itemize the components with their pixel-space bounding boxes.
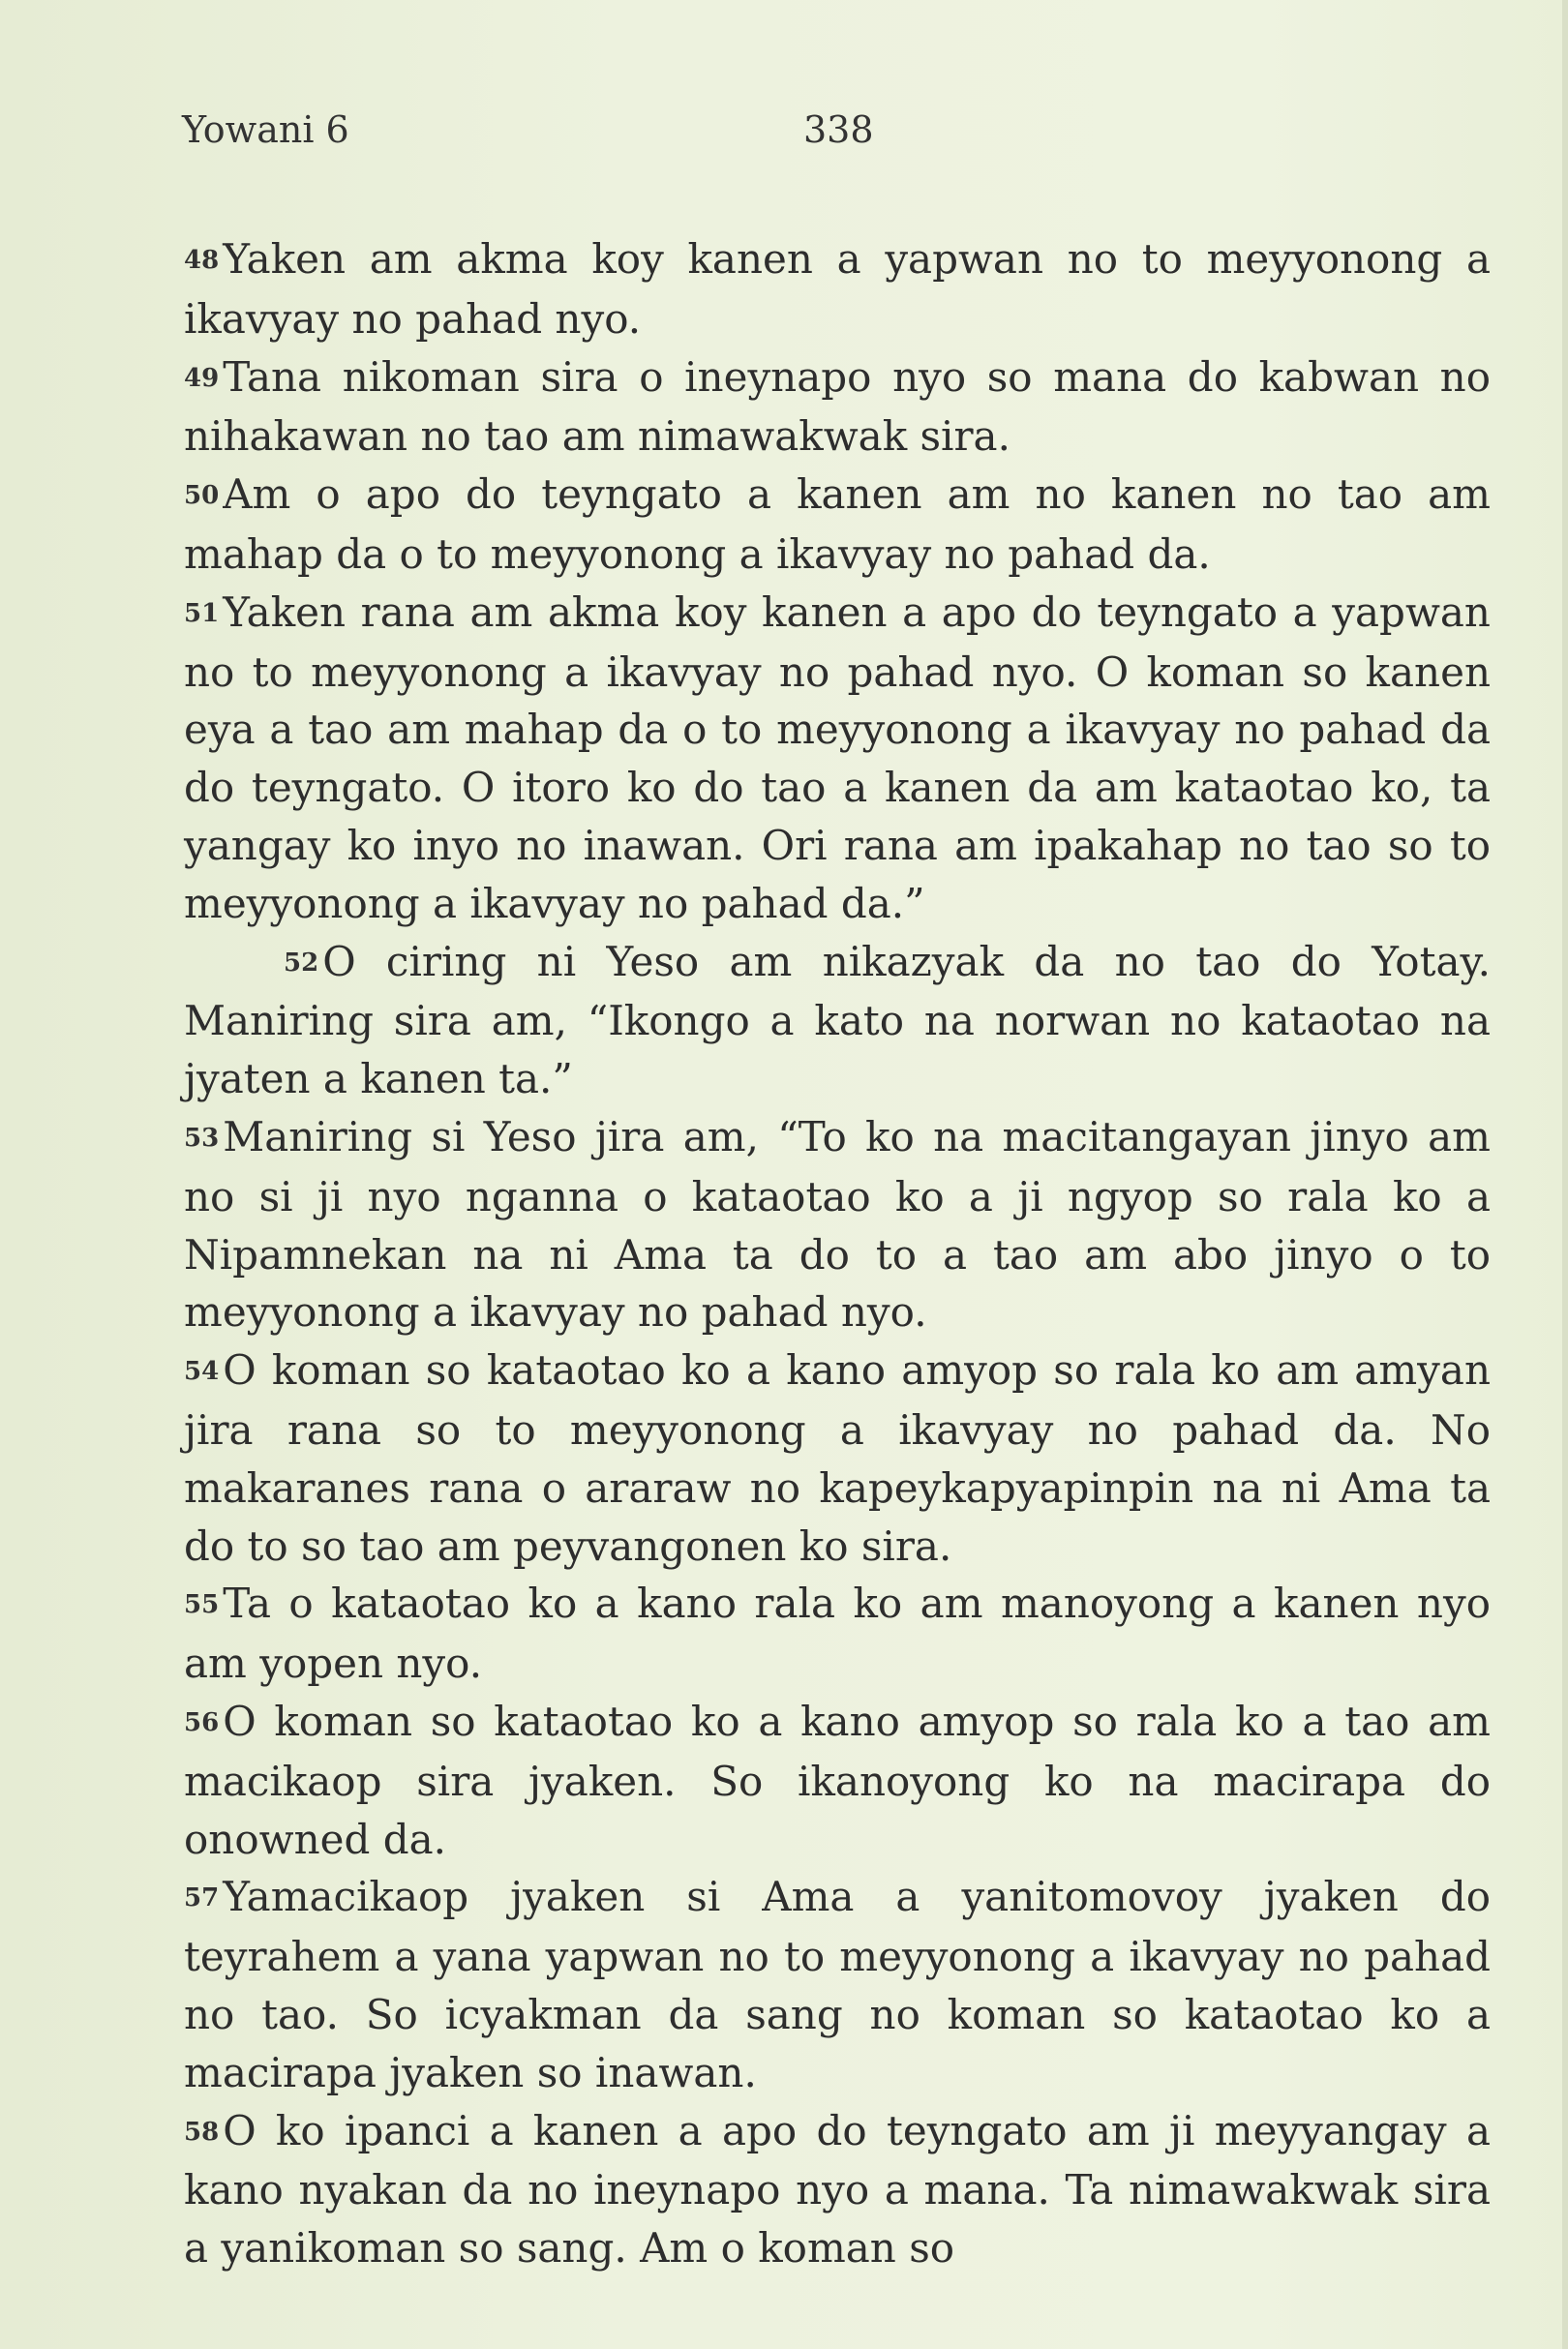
verse-number: 55	[184, 1590, 220, 1620]
verse-text: Yamacikaop jyaken si Ama a yanitomovoy jyaken do teyrahem a yana yapwan no to meyyonong a ikavyay no pahad no tao. So icyakman da sang no koman so kataotao ko a macirapa jyaken so inawan.	[184, 1873, 1491, 2096]
verse-number: 54	[184, 1357, 220, 1387]
verse-text: O koman so kataotao ko a kano amyop so rala ko a tao am macikaop sira jyaken. So ikanoyong ko na macirapa do onowned da.	[184, 1697, 1491, 1863]
running-header	[182, 108, 1498, 157]
verse-number: 58	[184, 2117, 220, 2147]
verse-number: 53	[184, 1123, 220, 1153]
verse-number: 49	[184, 363, 220, 393]
verse-text: O ciring ni Yeso am nikazyak da no tao do Yotay. Maniring sira am, “Ikongo a kato na norwan no kataotao na jyaten a kanen ta.”	[184, 937, 1491, 1103]
verse-text: Maniring si Yeso jira am, “To ko na macitangayan jinyo am no si ji nyo nganna o kataotao ko a ji ngyop so rala ko a Nipamnekan na ni Ama ta do to a tao am abo jinyo o to meyyonong a ikavyay no pahad nyo.	[184, 1112, 1491, 1337]
verse-text: Yaken am akma koy kanen a yapwan no to meyyonong a ikavyay no pahad nyo.	[184, 235, 1491, 343]
verse-number: 51	[184, 598, 220, 628]
verse-number: 48	[184, 246, 220, 275]
verse-52	[184, 933, 1491, 1108]
verse-54	[184, 1341, 1491, 1575]
verse-51	[184, 584, 1491, 933]
verse-text-block	[184, 230, 1491, 2277]
verse-text: Am o apo do teyngato a kanen am no kanen no tao am mahap da o to meyyonong a ikavyay no pahad da.	[184, 470, 1491, 578]
verse-56	[184, 1693, 1491, 1868]
verse-number: 50	[184, 481, 220, 511]
verse-57	[184, 1868, 1491, 2101]
verse-number: 57	[184, 1883, 220, 1913]
verse-text: Ta o kataotao ko a kano rala ko am manoyong a kanen nyo am yopen nyo.	[184, 1580, 1491, 1688]
verse-53	[184, 1108, 1491, 1341]
page-edge	[1562, 0, 1568, 2349]
verse-text: Yaken rana am akma koy kanen a apo do teyngato a yapwan no to meyyonong a ikavyay no pahad nyo. O koman so kanen eya a tao am mahap da o to meyyonong a ikavyay no pahad da do teyngato. O itoro ko do tao a kanen da am kataotao ko, ta yangay ko inyo no inawan. Ori rana am ipakahap no tao so to meyyonong a ikavyay no pahad da.”	[184, 587, 1491, 927]
verse-number: 56	[184, 1707, 220, 1737]
page-number: 338	[803, 108, 874, 151]
verse-50	[184, 466, 1491, 584]
verse-text: Tana nikoman sira o ineynapo nyo so mana do kabwan no nihakawan no tao am nimawakwak sira.	[184, 352, 1491, 461]
book-chapter-title: Yowani 6	[182, 108, 349, 151]
verse-49	[184, 348, 1491, 467]
verse-number: 52	[284, 948, 319, 978]
verse-text: O ko ipanci a kanen a apo do teyngato am ji meyyangay a kano nyakan da no ineynapo nyo a mana. Ta nimawakwak sira a yanikoman so sang. Am o koman so	[184, 2106, 1491, 2273]
verse-text: O koman so kataotao ko a kano amyop so rala ko am amyan jira rana so to meyyonong a ikavyay no pahad da. No makaranes rana o araraw no kapeykapyapinpin na ni Ama ta do to so tao am peyvangonen ko sira.	[184, 1346, 1491, 1570]
verse-48	[184, 230, 1491, 348]
verse-55	[184, 1575, 1491, 1693]
verse-58	[184, 2102, 1491, 2277]
